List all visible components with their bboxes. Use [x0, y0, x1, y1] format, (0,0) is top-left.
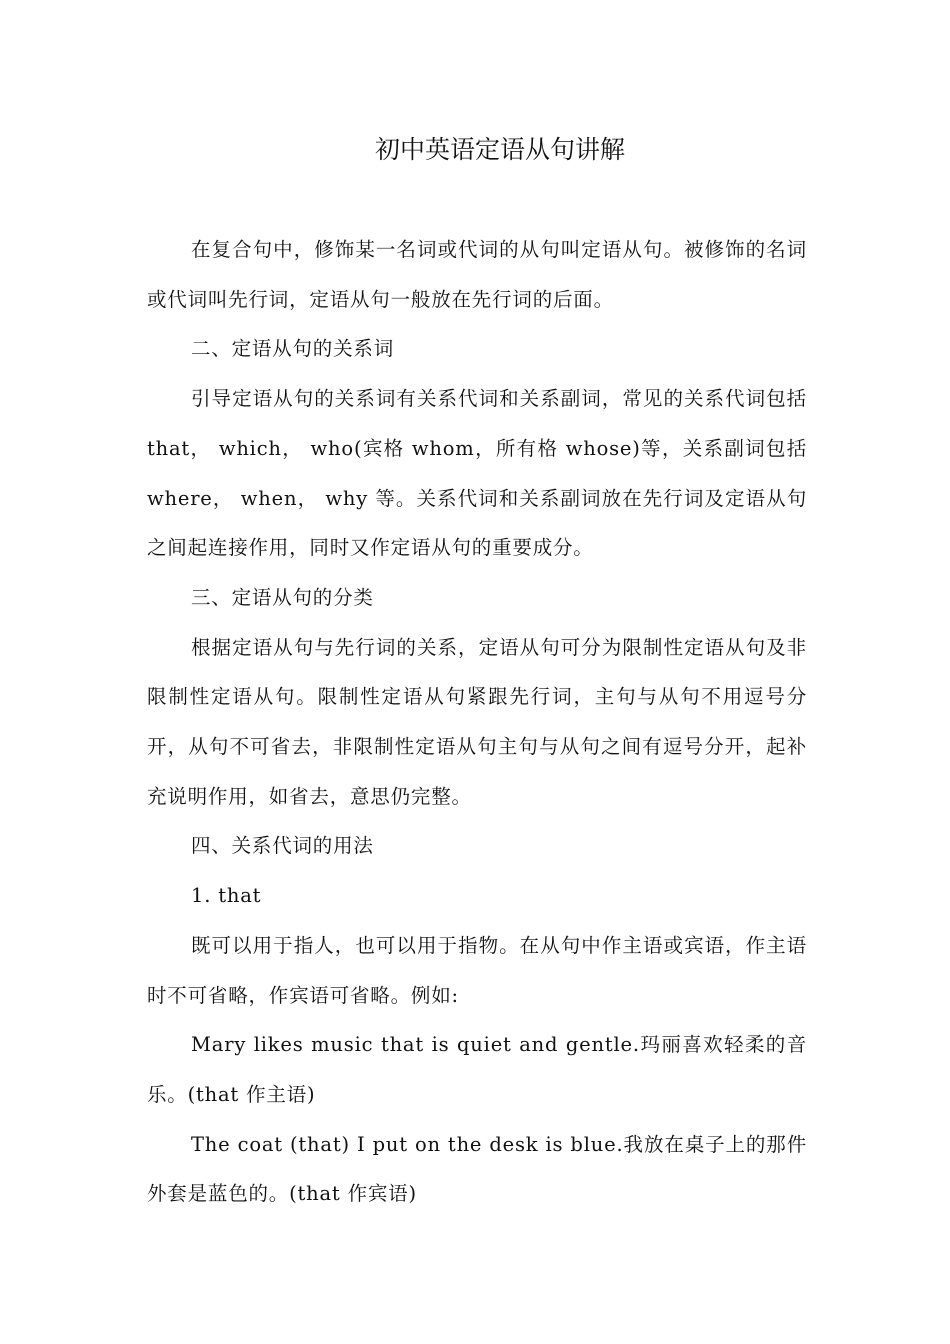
paragraph-classification: 根据定语从句与先行词的关系，定语从句可分为限制性定语从句及非限制性定语从句。限制性定语从句紧跟先行词，主句与从句不用逗号分开，从句不可省去，非限制性定语从句主句与从句之间有逗号分开，起补充说明作用，如省去，意思仍完整。 — [147, 635, 807, 808]
paragraph-relative-words: 引导定语从句的关系词有关系代词和关系副词，常见的关系代词包括 that， which， who(宾格 whom，所有格 whose)等，关系副词包括 where， when， why 等。关系代词和关系副词放在先行词及定语从句之间起连接作用，同时又作定语从句的重要成分。 — [147, 387, 807, 560]
example-sentence-object: The coat (that) I put on the desk is blue.我放在桌子上的那件外套是蓝色的。(that 作宾语) — [147, 1132, 807, 1206]
section-heading-relative-words: 二、定语从句的关系词 — [191, 337, 395, 361]
paragraph-definition: 在复合句中，修饰某一名词或代词的从句叫定语从句。被修饰的名词或代词叫先行词，定语从句一般放在先行词的后面。 — [147, 238, 807, 311]
example-sentence-subject: Mary likes music that is quiet and gentle.玛丽喜欢轻柔的音乐。(that 作主语) — [147, 1033, 807, 1106]
paragraph-that-usage: 既可以用于指人，也可以用于指物。在从句中作主语或宾语，作主语时不可省略，作宾语可省略。例如: — [147, 933, 807, 1007]
document-body — [147, 225, 807, 1219]
section-heading-pronoun-usage: 四、关系代词的用法 — [191, 834, 374, 858]
subheading-that: 1. that — [191, 884, 262, 908]
section-heading-classification: 三、定语从句的分类 — [191, 585, 374, 609]
page-title: 初中英语定语从句讲解 — [374, 135, 625, 164]
